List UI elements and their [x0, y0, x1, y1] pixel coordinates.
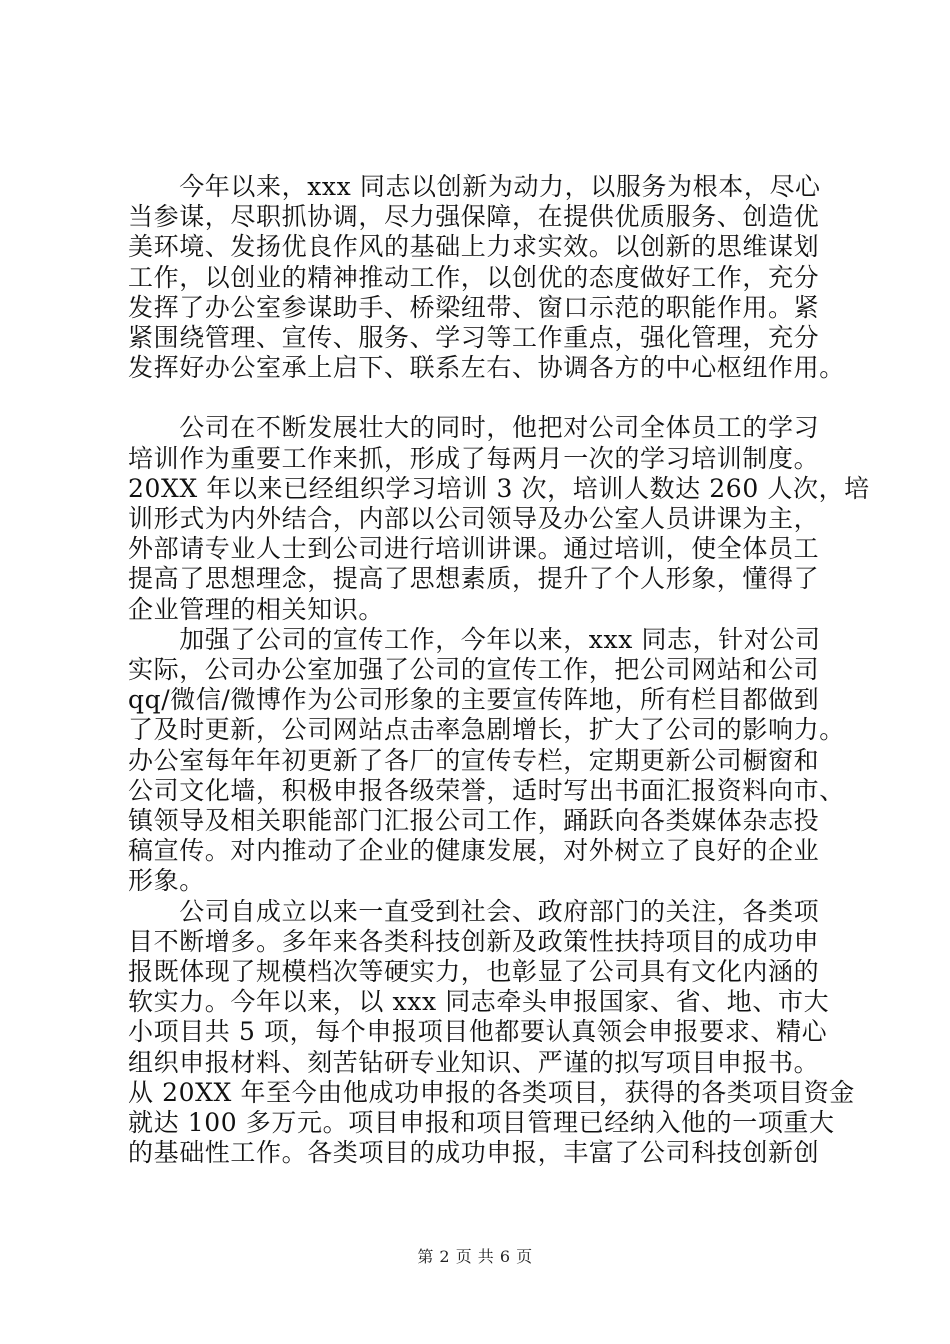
text-line: 实际，公司办公室加强了公司的宣传工作，把公司网站和公司 — [128, 655, 820, 685]
text-line: 目不断增多。多年来各类科技创新及政策性扶持项目的成功申 — [128, 926, 820, 956]
paragraph-publicity — [128, 625, 848, 897]
paragraph-spacer — [128, 383, 848, 413]
text-line: 企业管理的相关知识。 — [128, 594, 385, 624]
document-body — [128, 172, 870, 1169]
text-line: 镇领导及相关职能部门汇报公司工作，踊跃向各类媒体杂志投 — [128, 806, 820, 836]
text-line: 办公室每年年初更新了各厂的宣传专栏，定期更新公司橱窗和 — [128, 745, 820, 775]
text-line: 加强了公司的宣传工作，今年以来，xxx 同志，针对公司 — [128, 624, 821, 654]
text-line: 组织申报材料、刻苦钻研专业知识、严谨的拟写项目申报书。 — [128, 1047, 820, 1077]
paragraph-training — [128, 413, 870, 624]
text-line: 软实力。今年以来，以 xxx 同志牵头申报国家、省、地、市大 — [128, 987, 830, 1017]
text-line: 公司自成立以来一直受到社会、政府部门的关注，各类项 — [128, 896, 820, 926]
text-line: 的基础性工作。各类项目的成功申报，丰富了公司科技创新创 — [128, 1138, 820, 1168]
text-line: 训形式为内外结合，内部以公司领导及办公室人员讲课为主， — [128, 504, 820, 534]
text-line: 美环境、发扬优良作风的基础上力求实效。以创新的思维谋划 — [128, 232, 820, 262]
text-line: 发挥了办公室参谋助手、桥梁纽带、窗口示范的职能作用。紧 — [128, 292, 820, 322]
text-line: 小项目共 5 项，每个申报项目他都要认真领会申报要求、精心 — [128, 1017, 828, 1047]
text-line: 培训作为重要工作来抓，形成了每两月一次的学习培训制度。 — [128, 443, 820, 473]
text-line: 了及时更新，公司网站点击率急剧增长，扩大了公司的影响力。 — [128, 715, 845, 745]
text-line: 报既体现了规模档次等硬实力，也彰显了公司具有文化内涵的 — [128, 957, 820, 987]
text-line: 形象。 — [128, 866, 205, 896]
text-line: qq/微信/微博作为公司形象的主要宣传阵地，所有栏目都做到 — [128, 685, 820, 715]
text-line: 提高了思想理念，提高了思想素质，提升了个人形象，懂得了 — [128, 564, 820, 594]
page-footer: 第 2 页 共 6 页 — [417, 1247, 533, 1266]
text-line: 公司在不断发展壮大的同时，他把对公司全体员工的学习 — [128, 413, 820, 443]
text-line: 就达 100 多万元。项目申报和项目管理已经纳入他的一项重大 — [128, 1108, 835, 1138]
text-line: 公司文化墙，积极申报各级荣誉，适时写出书面汇报资料向市、 — [128, 775, 845, 805]
text-line: 发挥好办公室承上启下、联系左右、协调各方的中心枢纽作用。 — [128, 353, 845, 383]
paragraph-projects — [128, 896, 855, 1169]
text-line: 20XX 年以来已经组织学习培训 3 次，培训人数达 260 人次，培 — [128, 473, 870, 503]
text-line: 今年以来，xxx 同志以创新为动力，以服务为根本，尽心 — [128, 172, 821, 201]
text-line: 外部请专业人士到公司进行培训讲课。通过培训，使全体员工 — [128, 534, 820, 564]
text-line: 当参谋，尽职抓协调，尽力强保障，在提供优质服务、创造优 — [128, 202, 820, 232]
text-line: 从 20XX 年至今由他成功申报的各类项目，获得的各类项目资金 — [128, 1077, 855, 1107]
text-line: 紧围绕管理、宣传、服务、学习等工作重点，强化管理，充分 — [128, 323, 820, 353]
text-line: 稿宣传。对内推动了企业的健康发展，对外树立了良好的企业 — [128, 836, 820, 866]
paragraph-summary — [128, 172, 848, 383]
text-line: 工作，以创业的精神推动工作，以创优的态度做好工作，充分 — [128, 262, 820, 292]
